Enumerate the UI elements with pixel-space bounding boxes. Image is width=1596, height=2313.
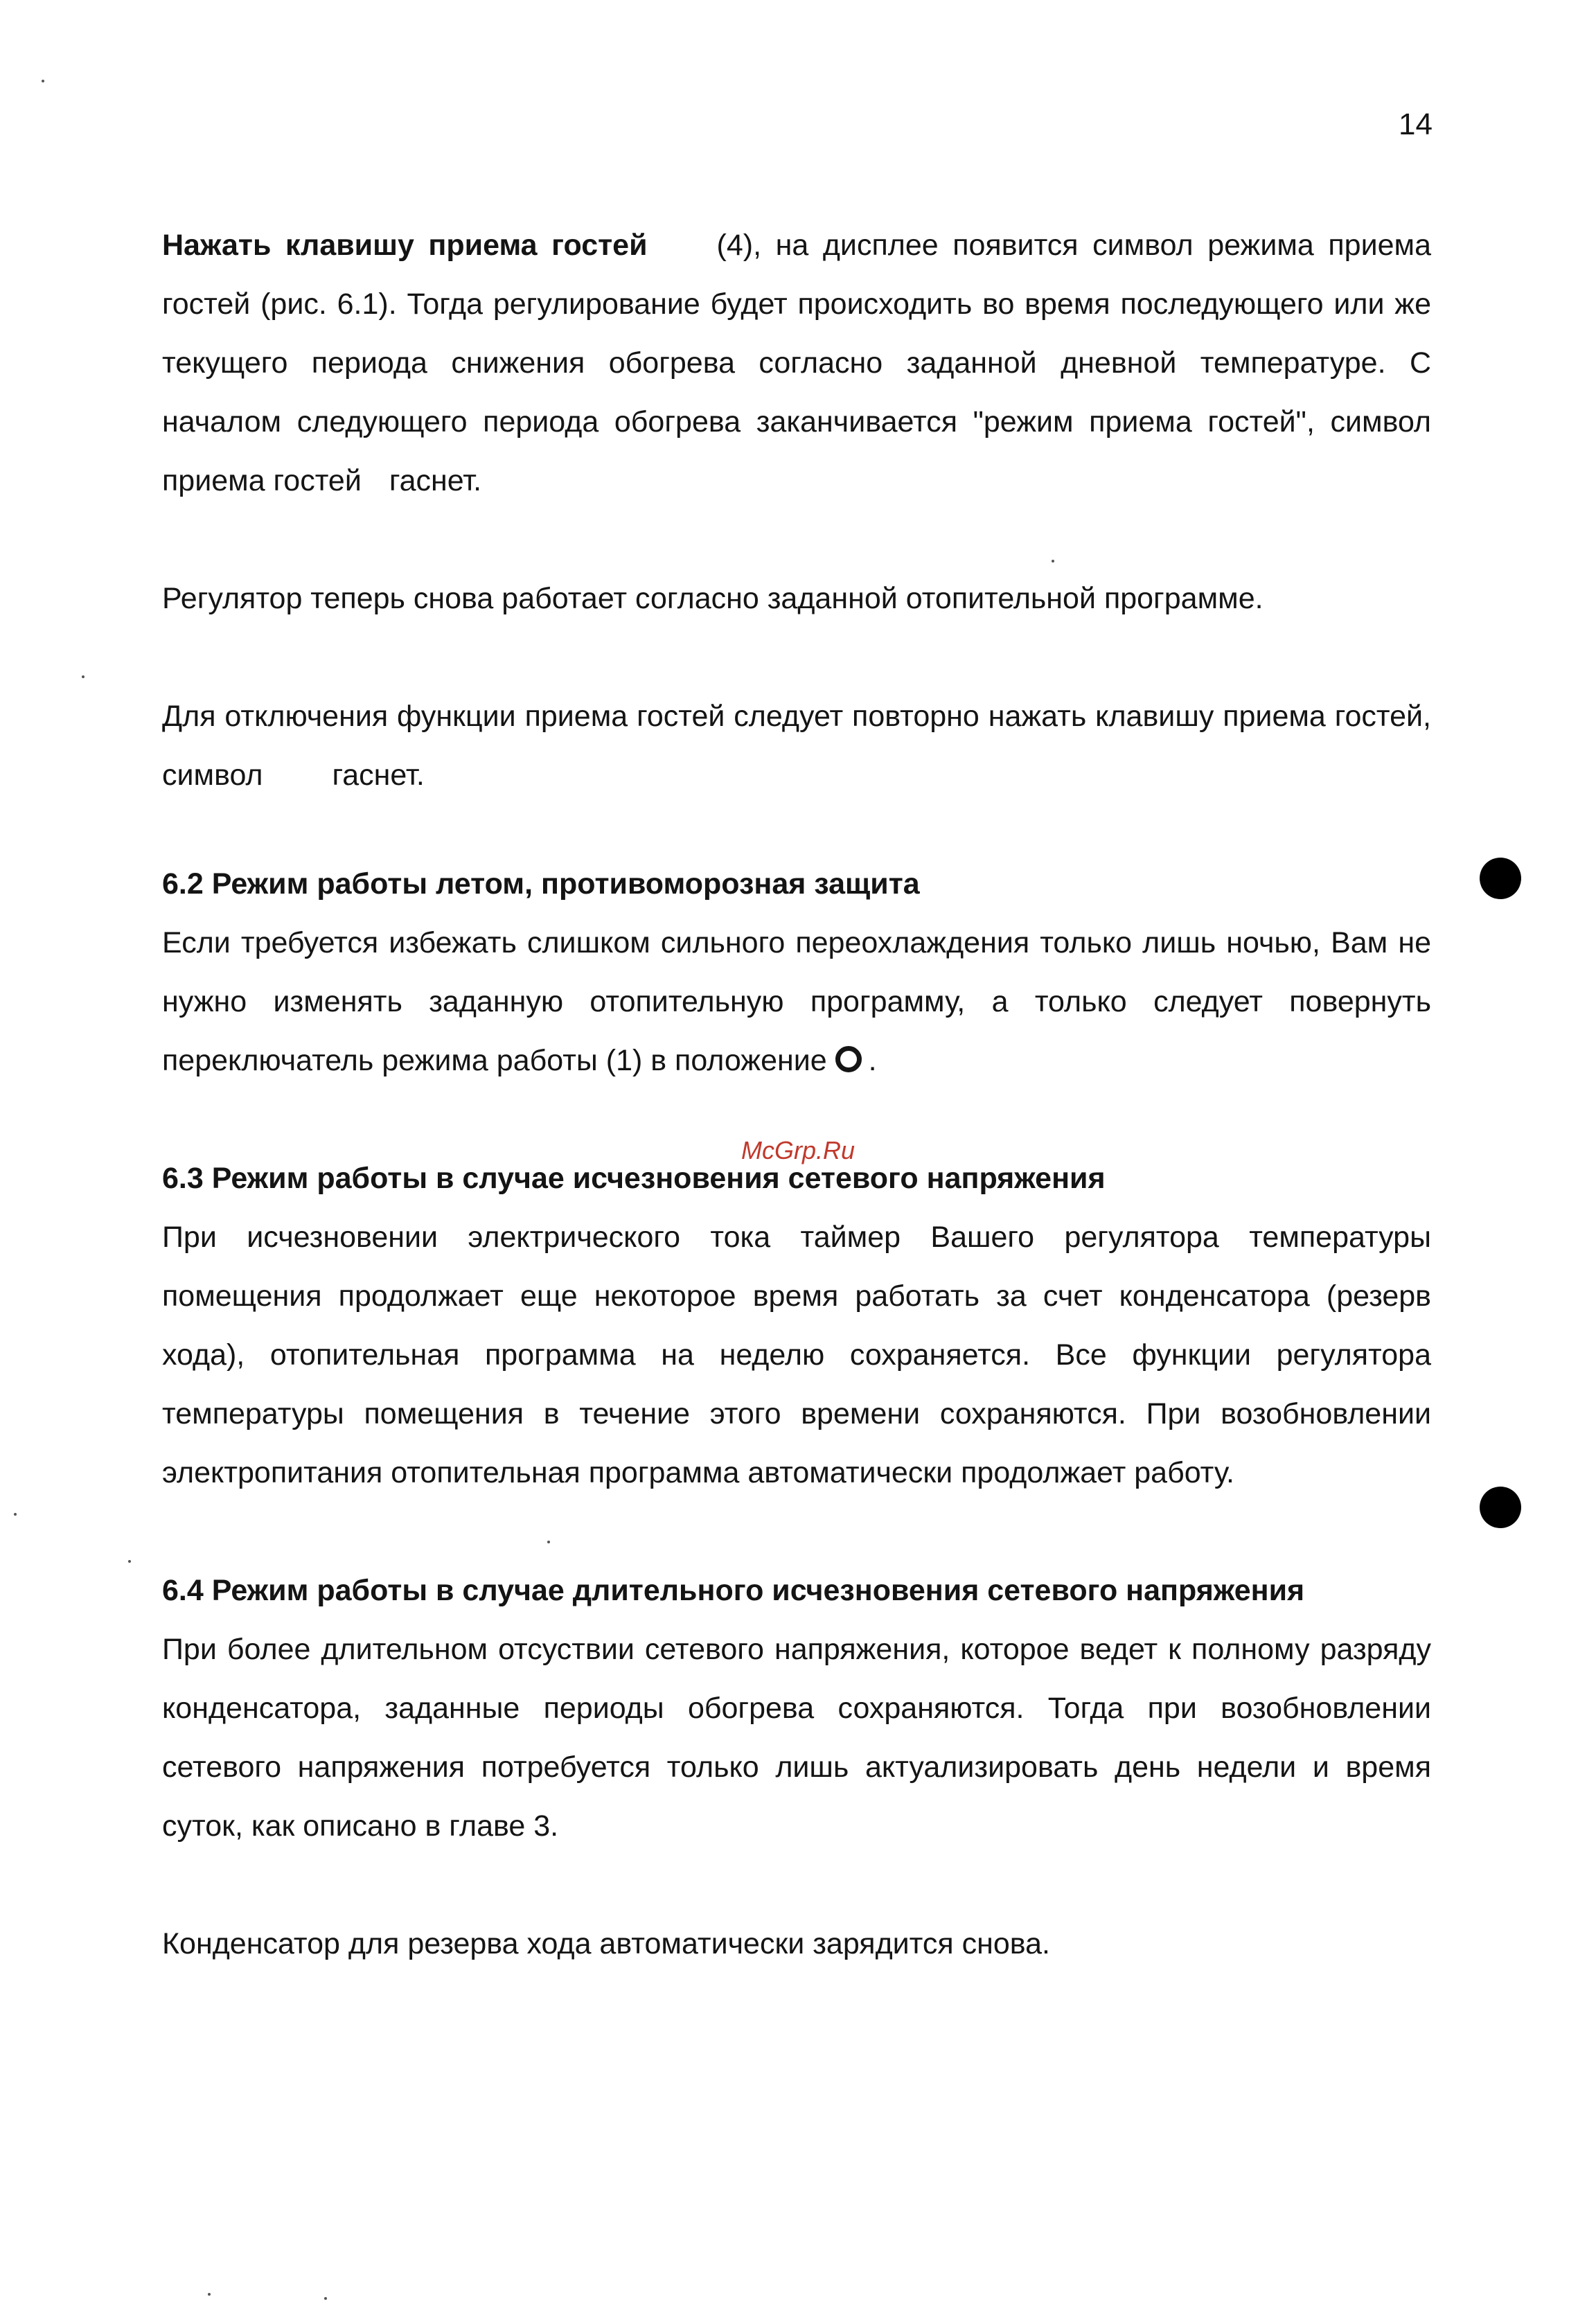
filled-circle-icon (1480, 858, 1521, 899)
scan-speck (82, 675, 85, 678)
section-heading-6-2: 6.2 Режим работы летом, противоморозная защита (162, 867, 920, 901)
watermark: McGrp.Ru (741, 1136, 855, 1164)
scan-speck (128, 1560, 131, 1563)
guest-mode-description: (4), на дисплее появится символ режима приема гостей (рис. 6.1). Тогда регулирование будет происходить во время последующего или же текущего периода снижения обогрева согласно заданной дневной температуре. С началом следующего периода обогрева заканчивается "режим приема гостей", символ приема гостей (162, 229, 1431, 497)
section-body-6-4: При более длительном отсуствии сетевого напряжения, которое ведет к полному разряду конденсатора, заданные периоды обогрева сохраняются. Тогда при возобновлении сетевого напряжения потребуется только лишь актуализировать день недели и время суток, как описано в главе 3. (162, 1633, 1431, 1843)
scan-speck (42, 80, 44, 82)
scan-speck (547, 1541, 550, 1543)
section-heading-6-3: 6.3 Режим работы в случае исчезновения сетевого напряжения (162, 1162, 1106, 1195)
circle-outline-icon (835, 1046, 862, 1072)
disable-guest-text: Для отключения функции приема гостей следует повторно нажать клавишу приема гостей, символ (162, 700, 1431, 792)
scan-speck (1052, 560, 1054, 562)
disable-guest-end: гаснет. (332, 759, 425, 792)
scan-speck (208, 2293, 211, 2296)
scan-speck (324, 2297, 327, 2300)
paragraph-guest-mode (162, 216, 1431, 511)
section-body-6-2 (162, 914, 1431, 1090)
guest-mode-description-end: гаснет. (389, 464, 482, 497)
paragraph-program-resume: Регулятор теперь снова работает согласно заданной отопительной программе. (162, 582, 1264, 615)
scan-speck (14, 1513, 17, 1516)
section-heading-6-4: 6.4 Режим работы в случае длительного исчезновения сетевого напряжения (162, 1574, 1305, 1607)
paragraph-disable-guest (162, 687, 1431, 805)
guest-key-instruction: Нажать клавишу приема гостей (162, 229, 648, 262)
page-number: 14 (1399, 107, 1433, 141)
document-body (162, 216, 1431, 1974)
paragraph-capacitor-recharge: Конденсатор для резерва хода автоматически зарядится снова. (162, 1927, 1051, 1960)
filled-circle-icon (1480, 1487, 1521, 1528)
summer-mode-end: . (868, 1044, 877, 1077)
section-body-6-3: При исчезновении электрического тока таймер Вашего регулятора температуры помещения продолжает еще некоторое время работать за счет конденсатора (резерв хода), отопительная программа на неделю сохраняется. Все функции регулятора температуры помещения в течение этого времени сохраняются. При возобновлении электропитания отопительная программа автоматически продолжает работу. (162, 1221, 1431, 1489)
summer-mode-text: Если требуется избежать слишком сильного переохлаждения только лишь ночью, Вам не нужно изменять заданную отопительную программу, а только следует повернуть переключатель режима работы (1) в положение (162, 926, 1431, 1077)
